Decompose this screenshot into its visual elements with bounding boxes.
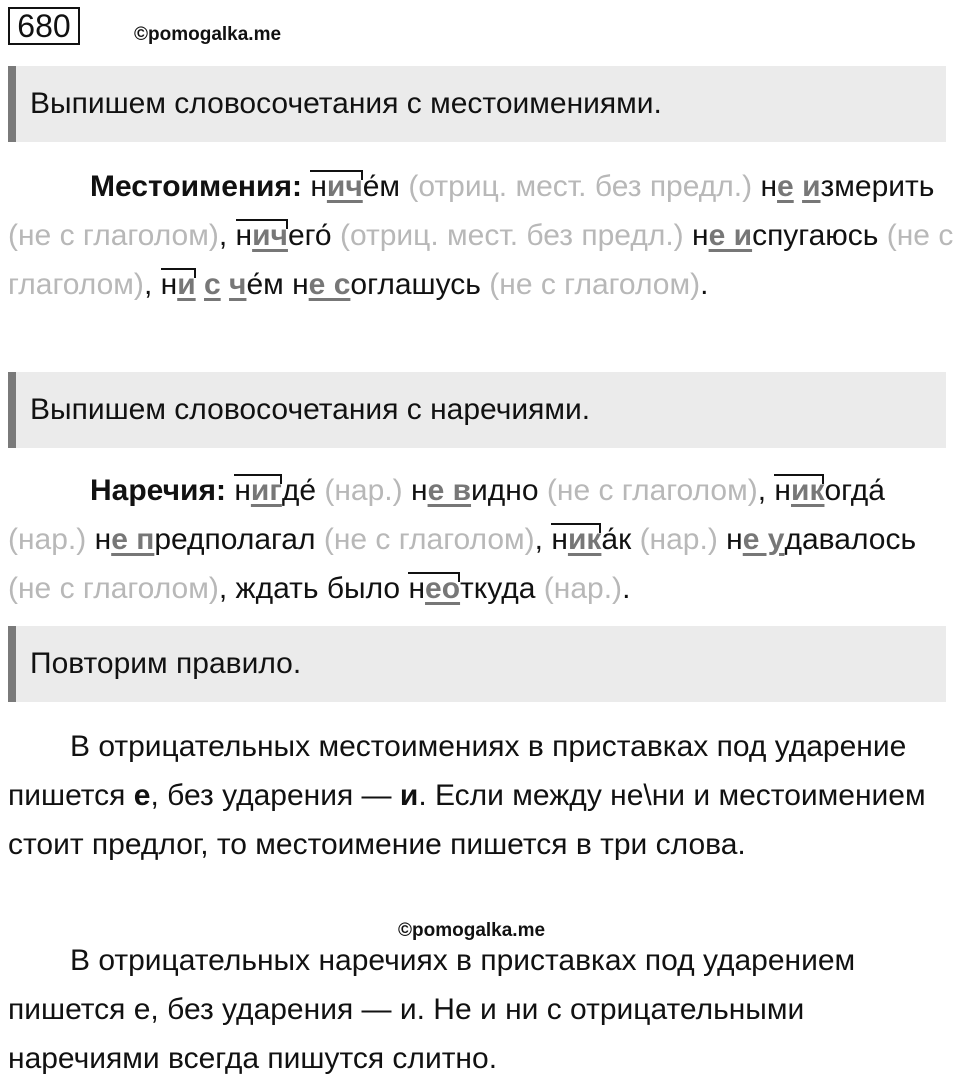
watermark-middle: ©pomogalka.me [398,920,546,941]
note: (не с глаголом) [489,268,701,301]
note: (нар.) [543,572,623,605]
note: (отриц. мест. без предл.) [408,170,753,203]
word-nichem: нич [310,170,363,203]
rule-header: Повторим правило. [8,626,946,702]
pronouns-paragraph: Местоимения: ниче́м (отриц. мест. без предл.) не измерить (не с глаголом), ничего́ (отриц. мест. без предл.) не испугаюсь (не с глаголом), ни с че́м не соглашусь (не с глаголом). [8,170,954,301]
word-nigde: ниг [234,474,282,507]
word-nikak: ник [551,523,602,556]
note: (отриц. мест. без предл.) [339,219,684,252]
word-nikogda: ник [774,474,825,507]
adverbs-paragraph: Наречия: нигде́ (нар.) не видно (не с глаголом), никогда́ (нар.) не предполагал (не с глаголом), ника́к (нар.) не удавалось (не с глаголом), ждать было неоткуда (нар.). [8,474,917,605]
note: (нар.) [8,523,87,556]
word-nichego: нич [235,219,288,252]
note: (не с глаголом) [8,219,954,301]
note: (не с глаголом) [8,219,219,252]
watermark-top: ©pomogalka.me [134,24,282,45]
word-ni: ни [160,268,196,301]
rule-paragraph-2: В отрицательных наречиях в приставках под ударением пишется е, без ударения — и. Не и ни с отрицательными наречиями всегда пишутся слитно. [8,944,856,1075]
pronouns-header: Выпишем словосочетания с местоимениями. [8,66,946,142]
task-number: 680 [8,7,80,45]
word-neotkuda: нео [408,572,461,605]
pronouns-label: Местоимения: [90,170,302,203]
note: (не с глаголом) [546,474,758,507]
note: (не с глаголом) [323,523,535,556]
note: (нар.) [324,474,403,507]
adverbs-label: Наречия: [90,474,226,507]
note: (не с глаголом) [8,572,219,605]
note: (нар.) [639,523,718,556]
rule-paragraph-1: В отрицательных местоимениях в приставках под ударение пишется е, без ударения — и. Если между не\ни и местоимением стоит предлог, то местоимение пишется в три слова. [8,730,926,861]
adverbs-header: Выпишем словосочетания с наречиями. [8,372,946,448]
